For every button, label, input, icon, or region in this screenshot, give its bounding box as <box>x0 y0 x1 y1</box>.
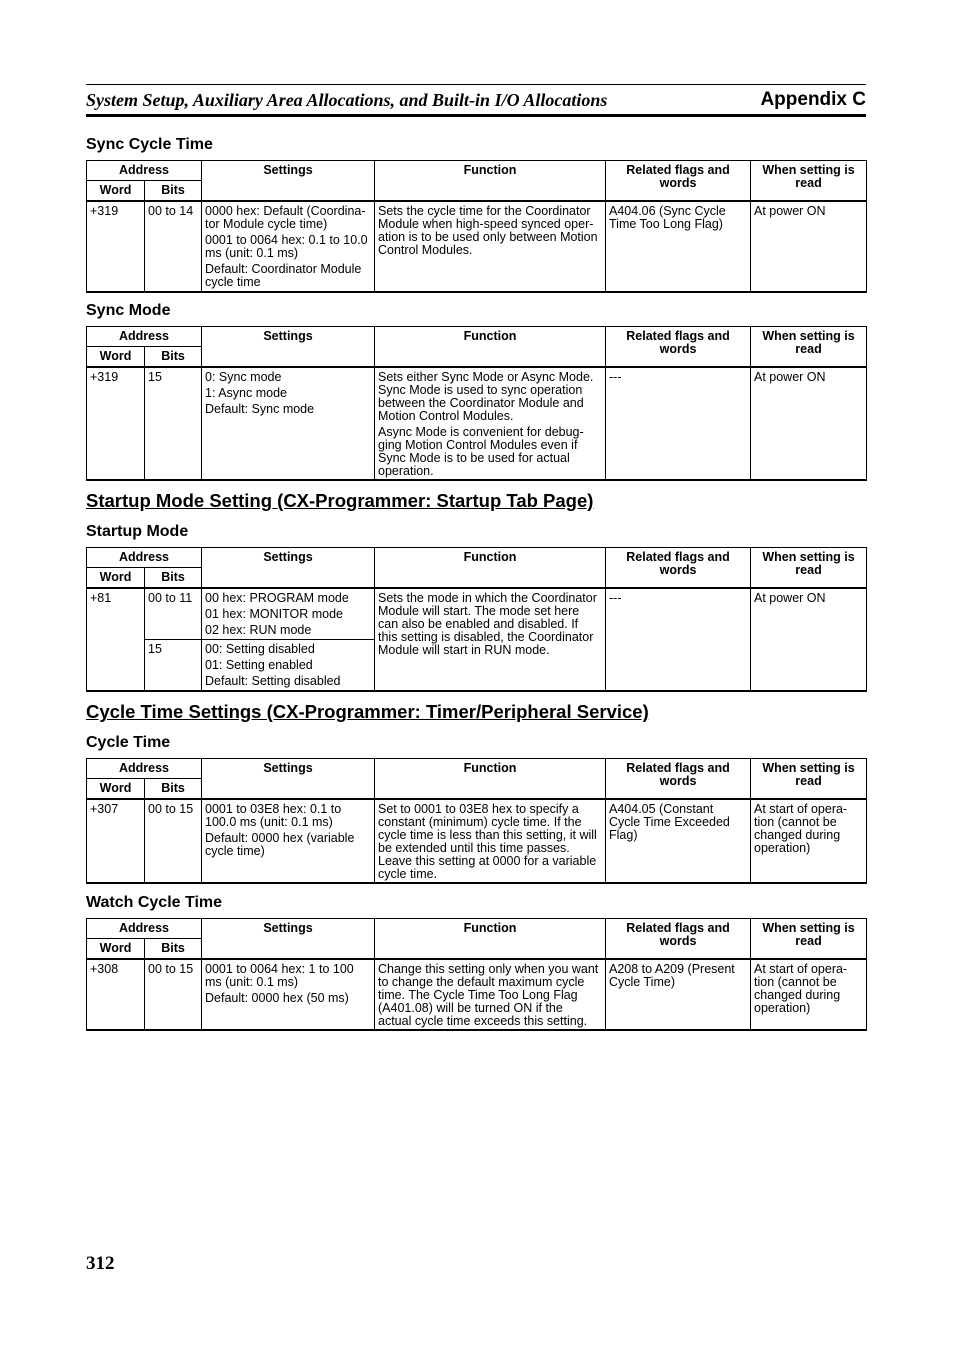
address-header: Address <box>87 548 202 568</box>
table-row <box>87 959 867 1030</box>
related-flags-header <box>606 161 751 201</box>
address-header: Address <box>87 327 202 347</box>
function-cell <box>375 959 606 1030</box>
setting-item: Default: Sync mode <box>205 401 315 416</box>
address-header: Address <box>87 161 202 181</box>
header-row <box>87 759 867 779</box>
function-text: Sets the mode in which the Coordinator Module will start. The mode set here can also be enabled and disabled. If this setting is disabled, the Coordinator Module will start in RUN mode. <box>378 590 597 657</box>
header-row <box>87 327 867 347</box>
related-flags-header-label: Related flags and words <box>626 550 730 577</box>
cycle-time-settings-title: Cycle Time Settings (CX-Programmer: Timer/Peripheral Service) <box>86 701 649 722</box>
sync-cycle-time-table <box>86 160 867 293</box>
bits-header: Bits <box>145 568 202 588</box>
function-header: Function <box>375 327 606 367</box>
settings-cell <box>202 588 375 640</box>
when-read-header <box>751 759 867 799</box>
table-row <box>87 367 867 480</box>
bits-cell: 15 <box>145 640 202 691</box>
bits-cell: 00 to 15 <box>145 799 202 883</box>
function-text: Set to 0001 to 03E8 hex to specify a constant (minimum) cycle time. If the cycle time is less than this setting, it will be extended until this time passes. Leave this setting at 0000 for a variable cycle time. <box>378 801 597 881</box>
when-read-text: At power ON <box>754 590 826 605</box>
watch-cycle-time-table <box>86 918 867 1031</box>
setting-item: 0001 to 0064 hex: 0.1 to 10.0 ms (unit: 0.1 ms) <box>205 232 368 260</box>
setting-item: 0001 to 03E8 hex: 0.1 to 100.0 ms (unit: 0.1 ms) <box>205 801 342 829</box>
function-cell <box>375 588 606 691</box>
bits-header: Bits <box>145 181 202 201</box>
settings-header: Settings <box>202 919 375 959</box>
setting-item: 02 hex: RUN mode <box>205 622 312 637</box>
watch-cycle-time-heading: Watch Cycle Time <box>86 894 223 911</box>
cycle-time-heading: Cycle Time <box>86 734 171 751</box>
bits-cell: 00 to 11 <box>145 588 202 640</box>
word-header: Word <box>87 181 145 201</box>
when-read-text: At start of opera- tion (cannot be changed during operation) <box>754 801 848 855</box>
function-text: Async Mode is convenient for debug- ging Motion Control Modules even if Sync Mode is to be used for actual operation. <box>378 424 584 478</box>
related-flags-text: A208 to A209 (Present Cycle Time) <box>609 961 735 989</box>
related-flags-text: A404.05 (Constant Cycle Time Exceeded Flag) <box>609 801 730 842</box>
word-header: Word <box>87 779 145 799</box>
when-read-header-label: When setting is read <box>762 329 855 356</box>
setting-item: Default: Coordinator Module cycle time <box>205 261 362 289</box>
when-read-text: At start of opera- tion (cannot be changed during operation) <box>754 961 848 1015</box>
word-cell: +307 <box>87 799 145 883</box>
setting-item: Default: 0000 hex (variable cycle time) <box>205 830 355 858</box>
setting-item: Default: 0000 hex (50 ms) <box>205 990 349 1005</box>
setting-item: 0: Sync mode <box>205 369 282 384</box>
word-cell: +81 <box>87 588 145 691</box>
startup-mode-setting-title: Startup Mode Setting (CX-Programmer: Startup Tab Page) <box>86 490 594 511</box>
bits-header: Bits <box>145 347 202 367</box>
settings-cell <box>202 367 375 480</box>
function-text: Change this setting only when you want to change the default maximum cycle time. The Cycle Time Too Long Flag (A401.08) will be turned ON if the actual cycle time exceeds this setting. <box>378 961 599 1028</box>
setting-item: 0001 to 0064 hex: 1 to 100 ms (unit: 0.1 ms) <box>205 961 354 989</box>
when-read-cell <box>751 367 867 480</box>
sync-mode-table <box>86 326 867 481</box>
cycle-time-table <box>86 758 867 884</box>
settings-header: Settings <box>202 161 375 201</box>
bits-cell: 00 to 15 <box>145 959 202 1030</box>
related-flags-cell <box>606 367 751 480</box>
settings-cell <box>202 799 375 883</box>
bits-header: Bits <box>145 939 202 959</box>
startup-mode-table <box>86 547 867 692</box>
related-flags-header <box>606 759 751 799</box>
function-cell <box>375 799 606 883</box>
bits-cell: 15 <box>145 367 202 480</box>
related-flags-text: --- <box>609 590 622 605</box>
related-flags-header <box>606 327 751 367</box>
settings-header: Settings <box>202 759 375 799</box>
function-cell <box>375 201 606 292</box>
when-read-header <box>751 327 867 367</box>
function-header: Function <box>375 919 606 959</box>
settings-cell <box>202 201 375 292</box>
settings-cell <box>202 959 375 1030</box>
related-flags-text: --- <box>609 369 622 384</box>
appendix-label: Appendix C <box>760 89 866 110</box>
function-text: Sets either Sync Mode or Async Mode. Sync Mode is used to sync operation between the Coordinator Module and Motion Control Modules. <box>378 369 594 423</box>
table-row <box>87 588 867 640</box>
header-rule-top <box>86 84 866 85</box>
function-header: Function <box>375 161 606 201</box>
when-read-cell <box>751 588 867 691</box>
bits-header: Bits <box>145 779 202 799</box>
word-header: Word <box>87 347 145 367</box>
related-flags-header-label: Related flags and words <box>626 163 730 190</box>
setting-item: 01: Setting enabled <box>205 658 313 672</box>
setting-item: 01 hex: MONITOR mode <box>205 606 344 621</box>
when-read-header <box>751 161 867 201</box>
related-flags-cell <box>606 588 751 691</box>
when-read-header-label: When setting is read <box>762 163 855 190</box>
word-cell: +308 <box>87 959 145 1030</box>
function-cell <box>375 367 606 480</box>
setting-item: 00: Setting disabled <box>205 642 315 656</box>
header-row <box>87 161 867 181</box>
when-read-header-label: When setting is read <box>762 761 855 788</box>
related-flags-cell <box>606 799 751 883</box>
when-read-header-label: When setting is read <box>762 921 855 948</box>
setting-item: Default: Setting disabled <box>205 674 341 688</box>
related-flags-header-label: Related flags and words <box>626 329 730 356</box>
when-read-cell <box>751 201 867 292</box>
table-row <box>87 799 867 883</box>
word-cell: +319 <box>87 367 145 480</box>
when-read-text: At power ON <box>754 203 826 218</box>
function-text: Sets the cycle time for the Coordinator Module when high-speed synced oper- ation is to be used only between Motion Control Modules. <box>378 203 598 257</box>
when-read-text: At power ON <box>754 369 826 384</box>
related-flags-header <box>606 919 751 959</box>
function-header: Function <box>375 548 606 588</box>
bits-cell: 00 to 14 <box>145 201 202 292</box>
header-rule-bottom <box>86 114 866 117</box>
startup-mode-heading: Startup Mode <box>86 523 189 540</box>
when-read-header <box>751 919 867 959</box>
setting-item: 00 hex: PROGRAM mode <box>205 590 349 605</box>
related-flags-cell <box>606 201 751 292</box>
word-cell: +319 <box>87 201 145 292</box>
when-read-cell <box>751 799 867 883</box>
sync-mode-heading: Sync Mode <box>86 302 171 319</box>
setting-item: 0000 hex: Default (Coordina- tor Module cycle time) <box>205 203 366 231</box>
related-flags-header-label: Related flags and words <box>626 921 730 948</box>
setting-item: 1: Async mode <box>205 385 287 400</box>
word-header: Word <box>87 939 145 959</box>
table-row <box>87 201 867 292</box>
header-row <box>87 919 867 939</box>
header-row <box>87 548 867 568</box>
page-number: 312 <box>86 1253 115 1274</box>
address-header: Address <box>87 759 202 779</box>
related-flags-header-label: Related flags and words <box>626 761 730 788</box>
function-header: Function <box>375 759 606 799</box>
settings-header: Settings <box>202 327 375 367</box>
when-read-header-label: When setting is read <box>762 550 855 577</box>
running-header-title: System Setup, Auxiliary Area Allocations, and Built-in I/O Allocations <box>86 90 608 110</box>
related-flags-cell <box>606 959 751 1030</box>
sync-cycle-time-heading: Sync Cycle Time <box>86 136 213 153</box>
settings-header: Settings <box>202 548 375 588</box>
related-flags-text: A404.06 (Sync Cycle Time Too Long Flag) <box>609 203 726 231</box>
word-header: Word <box>87 568 145 588</box>
when-read-header <box>751 548 867 588</box>
settings-cell <box>202 640 375 691</box>
related-flags-header <box>606 548 751 588</box>
when-read-cell <box>751 959 867 1030</box>
address-header: Address <box>87 919 202 939</box>
